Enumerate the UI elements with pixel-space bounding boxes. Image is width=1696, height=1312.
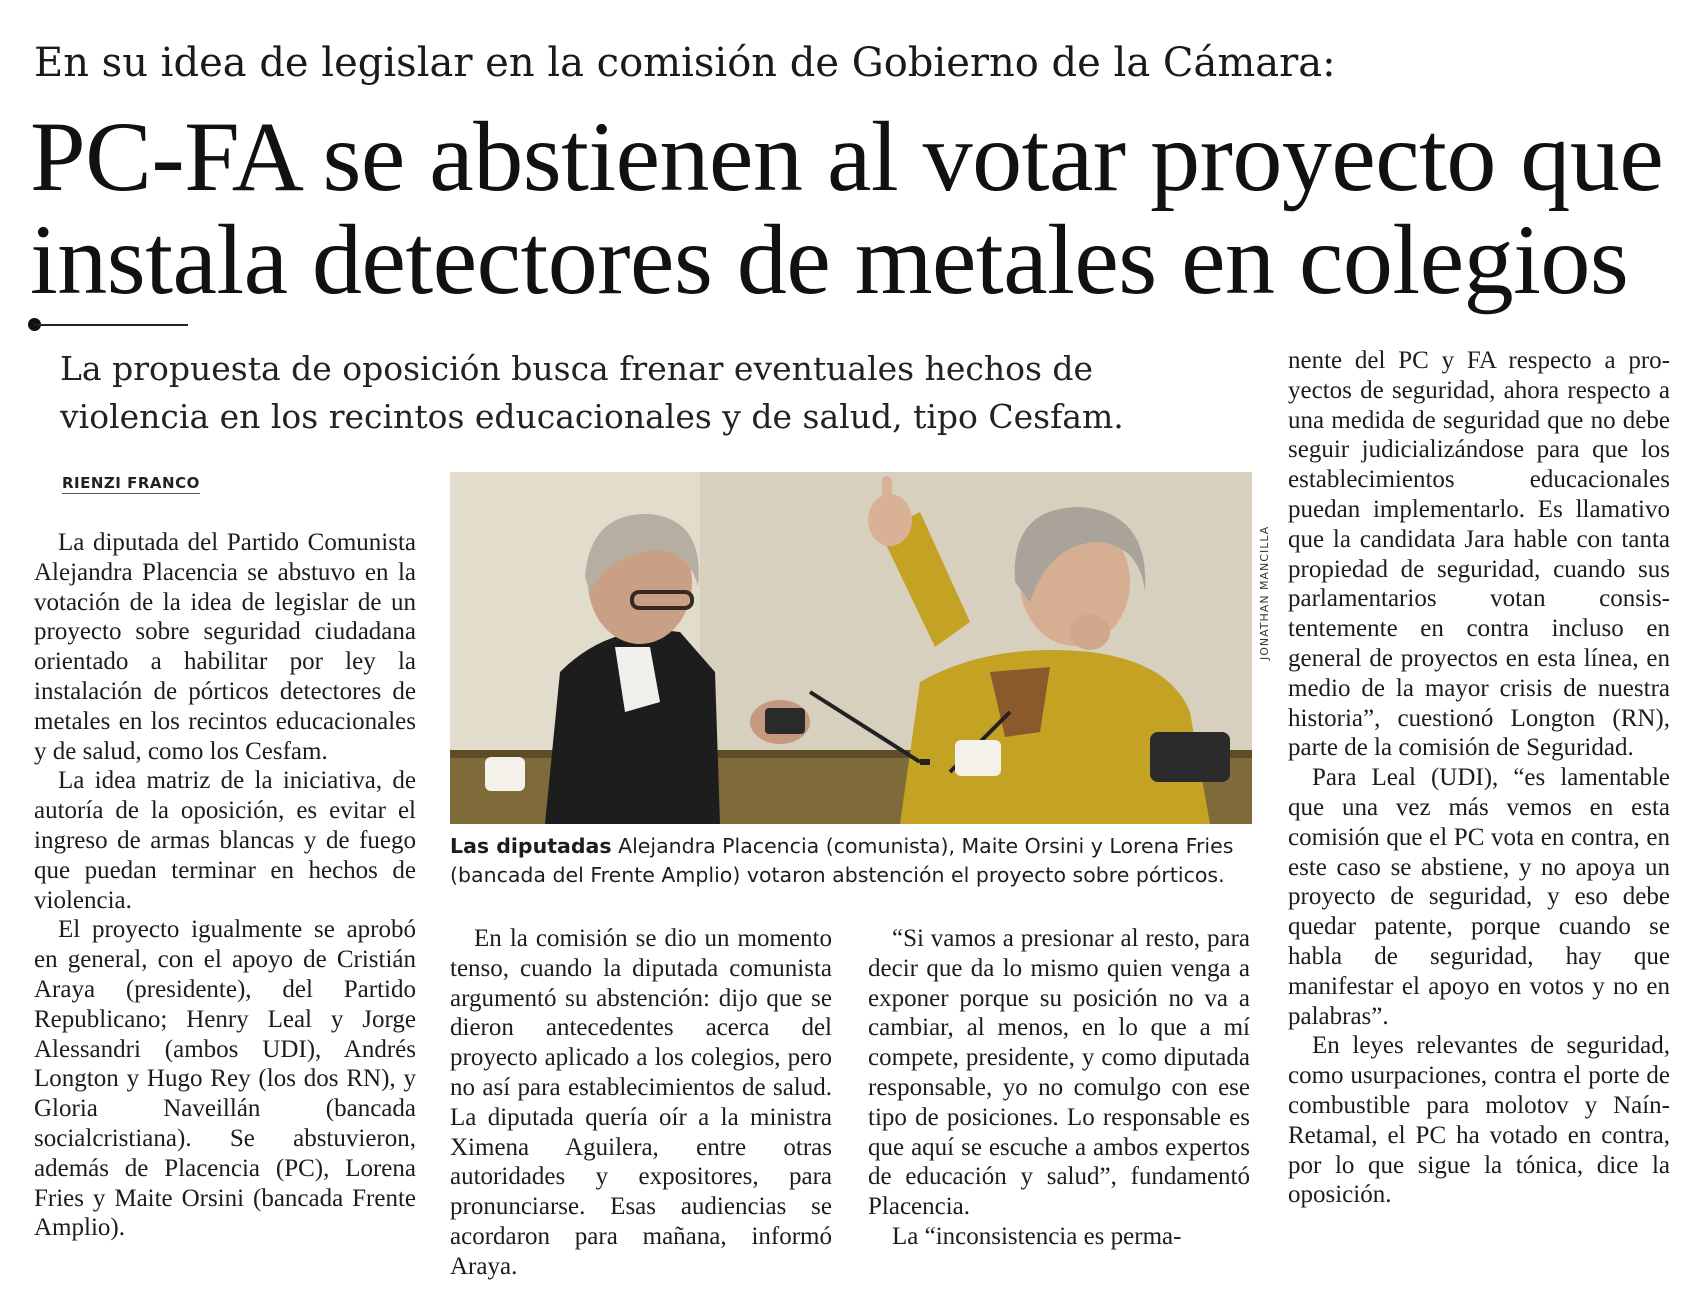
- paragraph: La “inconsistencia es perma-: [892, 1222, 1182, 1250]
- headline-line-2: instala detectores de metales en colegios: [30, 204, 1629, 315]
- deck-subtitle: La propuesta de oposición busca frenar eventuales hechos de violencia en los recintos educacionales y de salud, tipo Cesfam.: [60, 349, 1124, 436]
- paragraph: En leyes relevantes de seguridad, como usurpaciones, contra el porte de combustible para molotov y Naín-Retamal, el PC ha votado en contra, por lo que sigue la tónica, dice la oposición.: [1288, 1032, 1670, 1209]
- paragraph: “Si vamos a presionar al resto, para decir que da lo mismo quien venga a exponer porque su posición no va a cambiar, al menos, en lo que a mí compete, presidente, y como diputada responsable, yo no comulgo con ese tipo de posiciones. Lo responsable es que aquí se escuche a ambos expertos de educación y salud”, fundamentó Placencia.: [868, 925, 1250, 1221]
- paragraph: nente del PC y FA respecto a proyectos de seguridad, ahora respecto a una medida de seguridad que no debe seguir judicializándose para que los establecimientos educacionales puedan implementarlo. Es llamativo que la candidata Jara hable con tanta propiedad de seguridad, cuando sus parlamentarios votan consistentemente en contra incluso en general de proyectos en esta línea, en medio de la mayor crisis de nuestra historia”, cuestionó Longton (RN), parte de la comisión de Seguridad.: [1288, 347, 1670, 762]
- paragraph: La idea matriz de la iniciativa, de autoría de la oposición, es evitar el ingreso de armas blancas y de fuego que puedan terminar en hechos de violencia.: [34, 767, 416, 914]
- caption-text: Alejandra Placencia (comunista), Maite Orsini y Lorena Fries (bancada del Frente Amplio) votaron abstención el proyecto sobre pórticos.: [450, 834, 1234, 887]
- divider-rule: [34, 324, 188, 326]
- byline: RIENZI FRANCO: [62, 474, 200, 492]
- paragraph: El proyecto igualmente se aprobó en general, con el apoyo de Cristián Araya (presidente), del Partido Republicano; Henry Leal y Jorge Alessandri (ambos UDI), Andrés Longton y Hugo Rey (los dos RN), y Gloria Naveillán (bancada socialcristiana). Se abstuvieron, además de Placencia (PC), Lorena Fries y Maite Orsini (bancada Frente Amplio).: [34, 916, 416, 1242]
- photo-illustration: [450, 472, 1252, 824]
- headline-line-1: PC-FA se abstienen al votar proyecto que: [30, 101, 1664, 212]
- kicker: En su idea de legislar en la comisión de Gobierno de la Cámara:: [34, 40, 1336, 86]
- news-photo: [450, 472, 1252, 824]
- article-column-3: [868, 924, 1250, 1252]
- paragraph: Para Leal (UDI), “es lamentable que una vez más vemos en esta comisión que el PC vota en contra, en este caso se abstiene, y no apoya un proyecto de seguridad, y eso debe quedar patente, porque cuando se habla de seguridad, hay que manifestar el apoyo en votos y no en palabras”.: [1288, 764, 1670, 1030]
- article-column-4: [1288, 346, 1670, 1210]
- headline: [30, 101, 1690, 315]
- photo-caption: [450, 832, 1254, 890]
- paragraph: En la comisión se dio un momento tenso, cuando la diputada comunista argumentó su abstención: dijo que se dieron antecedentes acerca del proyecto aplicado a los colegios, pero no así para establecimientos de salud. La diputada quería oír a la ministra Ximena Aguilera, entre otras autoridades y expositores, para pronunciarse. Esas audiencias se acordaron para mañana, informó Araya.: [450, 925, 832, 1280]
- photo-credit: JONATHAN MANCILLA: [1258, 525, 1271, 660]
- article-column-1: [34, 528, 416, 1243]
- paragraph: La diputada del Partido Comunista Alejandra Placencia se abstuvo en la votación de la idea de legislar de un proyecto sobre seguridad ciudadana orientado a habilitar por ley la instalación de pórticos detectores de metales en los recintos educacionales y de salud, como los Cesfam.: [34, 529, 416, 765]
- caption-lead: Las diputadas: [450, 834, 612, 858]
- article-column-2: [450, 924, 832, 1282]
